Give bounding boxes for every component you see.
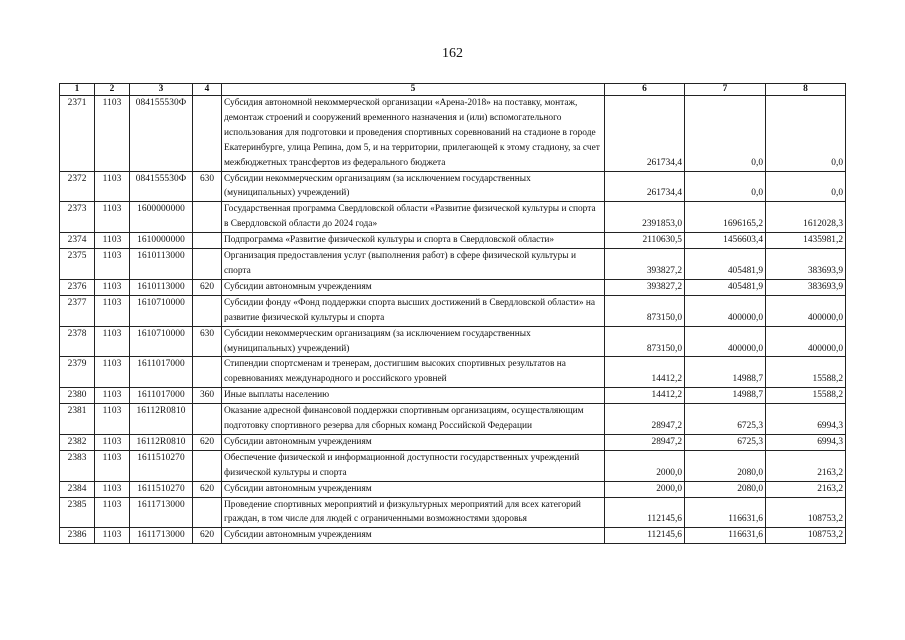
row-number-cell: 2378 <box>60 326 95 357</box>
column-header: 4 <box>193 84 222 96</box>
amount-2021-cell: 2000,0 <box>605 450 685 481</box>
amount-2021-cell: 261734,4 <box>605 96 685 172</box>
item-name-cell: Субсидии автономным учреждениям <box>222 434 605 450</box>
amount-2022-cell: 400000,0 <box>685 295 766 326</box>
item-name-cell: Субсидии фонду «Фонд поддержки спорта высших достижений в Свердловской области» на развитие физической культуры и спорта <box>222 295 605 326</box>
row-number-cell: 2372 <box>60 171 95 202</box>
row-number-cell: 2381 <box>60 404 95 435</box>
expense-type-cell <box>193 96 222 172</box>
item-name-cell: Субсидии некоммерческим организациям (за исключением государственных (муниципальных) учреждений) <box>222 326 605 357</box>
amount-2022-cell: 405481,9 <box>685 249 766 280</box>
item-name-cell: Подпрограмма «Развитие физической культуры и спорта в Свердловской области» <box>222 233 605 249</box>
amount-2021-cell: 14412,2 <box>605 357 685 388</box>
row-number-cell: 2375 <box>60 249 95 280</box>
table-row <box>60 326 846 357</box>
amount-2021-cell: 393827,2 <box>605 279 685 295</box>
table-row <box>60 357 846 388</box>
expense-type-cell <box>193 295 222 326</box>
expense-type-cell <box>193 404 222 435</box>
expense-type-cell <box>193 357 222 388</box>
expense-type-cell <box>193 233 222 249</box>
page-number: 162 <box>442 46 463 61</box>
row-number-cell: 2384 <box>60 481 95 497</box>
amount-2021-cell: 28947,2 <box>605 434 685 450</box>
item-name-cell: Оказание адресной финансовой поддержки спортивным организациям, осуществляющим подготовку спортивного резерва для сборных команд Российской Федерации <box>222 404 605 435</box>
target-code-cell: 1610113000 <box>130 279 193 295</box>
amount-2021-cell: 873150,0 <box>605 326 685 357</box>
table-row <box>60 295 846 326</box>
header-row <box>60 84 846 96</box>
budget-table <box>59 83 846 544</box>
row-number-cell: 2377 <box>60 295 95 326</box>
amount-2023-cell: 15588,2 <box>766 388 846 404</box>
section-code-cell: 1103 <box>95 202 130 233</box>
section-code-cell: 1103 <box>95 295 130 326</box>
row-number-cell: 2383 <box>60 450 95 481</box>
expense-type-cell: 620 <box>193 528 222 544</box>
section-code-cell: 1103 <box>95 497 130 528</box>
amount-2023-cell: 400000,0 <box>766 295 846 326</box>
amount-2021-cell: 393827,2 <box>605 249 685 280</box>
column-header: 7 <box>685 84 766 96</box>
item-name-cell: Обеспечение физической и информационной доступности государственных учреждений физической культуры и спорта <box>222 450 605 481</box>
amount-2023-cell: 1612028,3 <box>766 202 846 233</box>
table-row <box>60 233 846 249</box>
table-row <box>60 528 846 544</box>
section-code-cell: 1103 <box>95 481 130 497</box>
amount-2021-cell: 2110630,5 <box>605 233 685 249</box>
amount-2022-cell: 1456603,4 <box>685 233 766 249</box>
target-code-cell: 1611510270 <box>130 481 193 497</box>
target-code-cell: 1611713000 <box>130 528 193 544</box>
target-code-cell: 1610710000 <box>130 326 193 357</box>
amount-2022-cell: 2080,0 <box>685 481 766 497</box>
amount-2021-cell: 2391853,0 <box>605 202 685 233</box>
expense-type-cell <box>193 202 222 233</box>
row-number-cell: 2376 <box>60 279 95 295</box>
target-code-cell: 1610113000 <box>130 249 193 280</box>
table-row <box>60 497 846 528</box>
column-header: 3 <box>130 84 193 96</box>
target-code-cell: 084155530Ф <box>130 171 193 202</box>
amount-2021-cell: 112145,6 <box>605 528 685 544</box>
item-name-cell: Стипендии спортсменам и тренерам, достигшим высоких спортивных результатов на соревнованиях международного и российского уровней <box>222 357 605 388</box>
amount-2023-cell: 400000,0 <box>766 326 846 357</box>
amount-2022-cell: 6725,3 <box>685 404 766 435</box>
expense-type-cell: 620 <box>193 481 222 497</box>
amount-2023-cell: 383693,9 <box>766 249 846 280</box>
item-name-cell: Субсидии автономным учреждениям <box>222 528 605 544</box>
section-code-cell: 1103 <box>95 326 130 357</box>
expense-type-cell: 630 <box>193 326 222 357</box>
item-name-cell: Проведение спортивных мероприятий и физкультурных мероприятий для всех категорий граждан, в том числе для людей с ограниченными возможностями здоровья <box>222 497 605 528</box>
target-code-cell: 1611713000 <box>130 497 193 528</box>
section-code-cell: 1103 <box>95 434 130 450</box>
section-code-cell: 1103 <box>95 233 130 249</box>
amount-2021-cell: 261734,4 <box>605 171 685 202</box>
section-code-cell: 1103 <box>95 404 130 435</box>
expense-type-cell <box>193 249 222 280</box>
amount-2022-cell: 14988,7 <box>685 357 766 388</box>
amount-2021-cell: 14412,2 <box>605 388 685 404</box>
target-code-cell: 1610710000 <box>130 295 193 326</box>
section-code-cell: 1103 <box>95 528 130 544</box>
amount-2022-cell: 0,0 <box>685 171 766 202</box>
target-code-cell: 16112R0810 <box>130 404 193 435</box>
amount-2023-cell: 108753,2 <box>766 497 846 528</box>
target-code-cell: 1611017000 <box>130 388 193 404</box>
expense-type-cell: 360 <box>193 388 222 404</box>
item-name-cell: Субсидии автономным учреждениям <box>222 279 605 295</box>
amount-2022-cell: 6725,3 <box>685 434 766 450</box>
table-row <box>60 171 846 202</box>
section-code-cell: 1103 <box>95 388 130 404</box>
table-body <box>60 96 846 544</box>
item-name-cell: Субсидии автономным учреждениям <box>222 481 605 497</box>
table-row <box>60 450 846 481</box>
amount-2022-cell: 405481,9 <box>685 279 766 295</box>
expense-type-cell: 620 <box>193 434 222 450</box>
expense-type-cell: 620 <box>193 279 222 295</box>
row-number-cell: 2385 <box>60 497 95 528</box>
table-row <box>60 279 846 295</box>
item-name-cell: Субсидии некоммерческим организациям (за исключением государственных (муниципальных) учреждений) <box>222 171 605 202</box>
amount-2023-cell: 383693,9 <box>766 279 846 295</box>
column-header: 1 <box>60 84 95 96</box>
table-row <box>60 96 846 172</box>
row-number-cell: 2371 <box>60 96 95 172</box>
expense-type-cell <box>193 497 222 528</box>
table-row <box>60 202 846 233</box>
amount-2023-cell: 6994,3 <box>766 434 846 450</box>
table-row <box>60 404 846 435</box>
section-code-cell: 1103 <box>95 96 130 172</box>
expense-type-cell: 630 <box>193 171 222 202</box>
amount-2021-cell: 2000,0 <box>605 481 685 497</box>
amount-2022-cell: 116631,6 <box>685 497 766 528</box>
amount-2023-cell: 6994,3 <box>766 404 846 435</box>
amount-2023-cell: 2163,2 <box>766 481 846 497</box>
table-row <box>60 481 846 497</box>
amount-2021-cell: 112145,6 <box>605 497 685 528</box>
column-header: 5 <box>222 84 605 96</box>
column-header: 8 <box>766 84 846 96</box>
amount-2023-cell: 1435981,2 <box>766 233 846 249</box>
expense-type-cell <box>193 450 222 481</box>
row-number-cell: 2374 <box>60 233 95 249</box>
amount-2023-cell: 15588,2 <box>766 357 846 388</box>
amount-2023-cell: 108753,2 <box>766 528 846 544</box>
section-code-cell: 1103 <box>95 450 130 481</box>
target-code-cell: 1610000000 <box>130 233 193 249</box>
amount-2022-cell: 14988,7 <box>685 388 766 404</box>
column-header: 6 <box>605 84 685 96</box>
amount-2021-cell: 873150,0 <box>605 295 685 326</box>
target-code-cell: 1600000000 <box>130 202 193 233</box>
item-name-cell: Государственная программа Свердловской области «Развитие физической культуры и спорта в Свердловской области до 2024 года» <box>222 202 605 233</box>
row-number-cell: 2380 <box>60 388 95 404</box>
section-code-cell: 1103 <box>95 171 130 202</box>
row-number-cell: 2373 <box>60 202 95 233</box>
amount-2022-cell: 2080,0 <box>685 450 766 481</box>
row-number-cell: 2382 <box>60 434 95 450</box>
target-code-cell: 1611510270 <box>130 450 193 481</box>
table-row <box>60 249 846 280</box>
amount-2022-cell: 0,0 <box>685 96 766 172</box>
column-header: 2 <box>95 84 130 96</box>
table-row <box>60 434 846 450</box>
amount-2022-cell: 1696165,2 <box>685 202 766 233</box>
item-name-cell: Субсидия автономной некоммерческой организации «Арена-2018» на поставку, монтаж, демонтаж строений и сооружений временного назначения и (или) вспомогательного использования для подготовки и проведения спортивных соревнований на стадионе в городе Екатеринбурге, улица Репина, дом 5, и на территории, прилегающей к этому стадиону, за счет межбюджетных трансфертов из федерального бюджета <box>222 96 605 172</box>
target-code-cell: 16112R0810 <box>130 434 193 450</box>
amount-2023-cell: 0,0 <box>766 171 846 202</box>
item-name-cell: Иные выплаты населению <box>222 388 605 404</box>
amount-2022-cell: 116631,6 <box>685 528 766 544</box>
section-code-cell: 1103 <box>95 249 130 280</box>
section-code-cell: 1103 <box>95 279 130 295</box>
target-code-cell: 084155530Ф <box>130 96 193 172</box>
target-code-cell: 1611017000 <box>130 357 193 388</box>
amount-2023-cell: 0,0 <box>766 96 846 172</box>
table-row <box>60 388 846 404</box>
amount-2022-cell: 400000,0 <box>685 326 766 357</box>
row-number-cell: 2386 <box>60 528 95 544</box>
amount-2023-cell: 2163,2 <box>766 450 846 481</box>
amount-2021-cell: 28947,2 <box>605 404 685 435</box>
section-code-cell: 1103 <box>95 357 130 388</box>
row-number-cell: 2379 <box>60 357 95 388</box>
item-name-cell: Организация предоставления услуг (выполнения работ) в сфере физической культуры и спорта <box>222 249 605 280</box>
